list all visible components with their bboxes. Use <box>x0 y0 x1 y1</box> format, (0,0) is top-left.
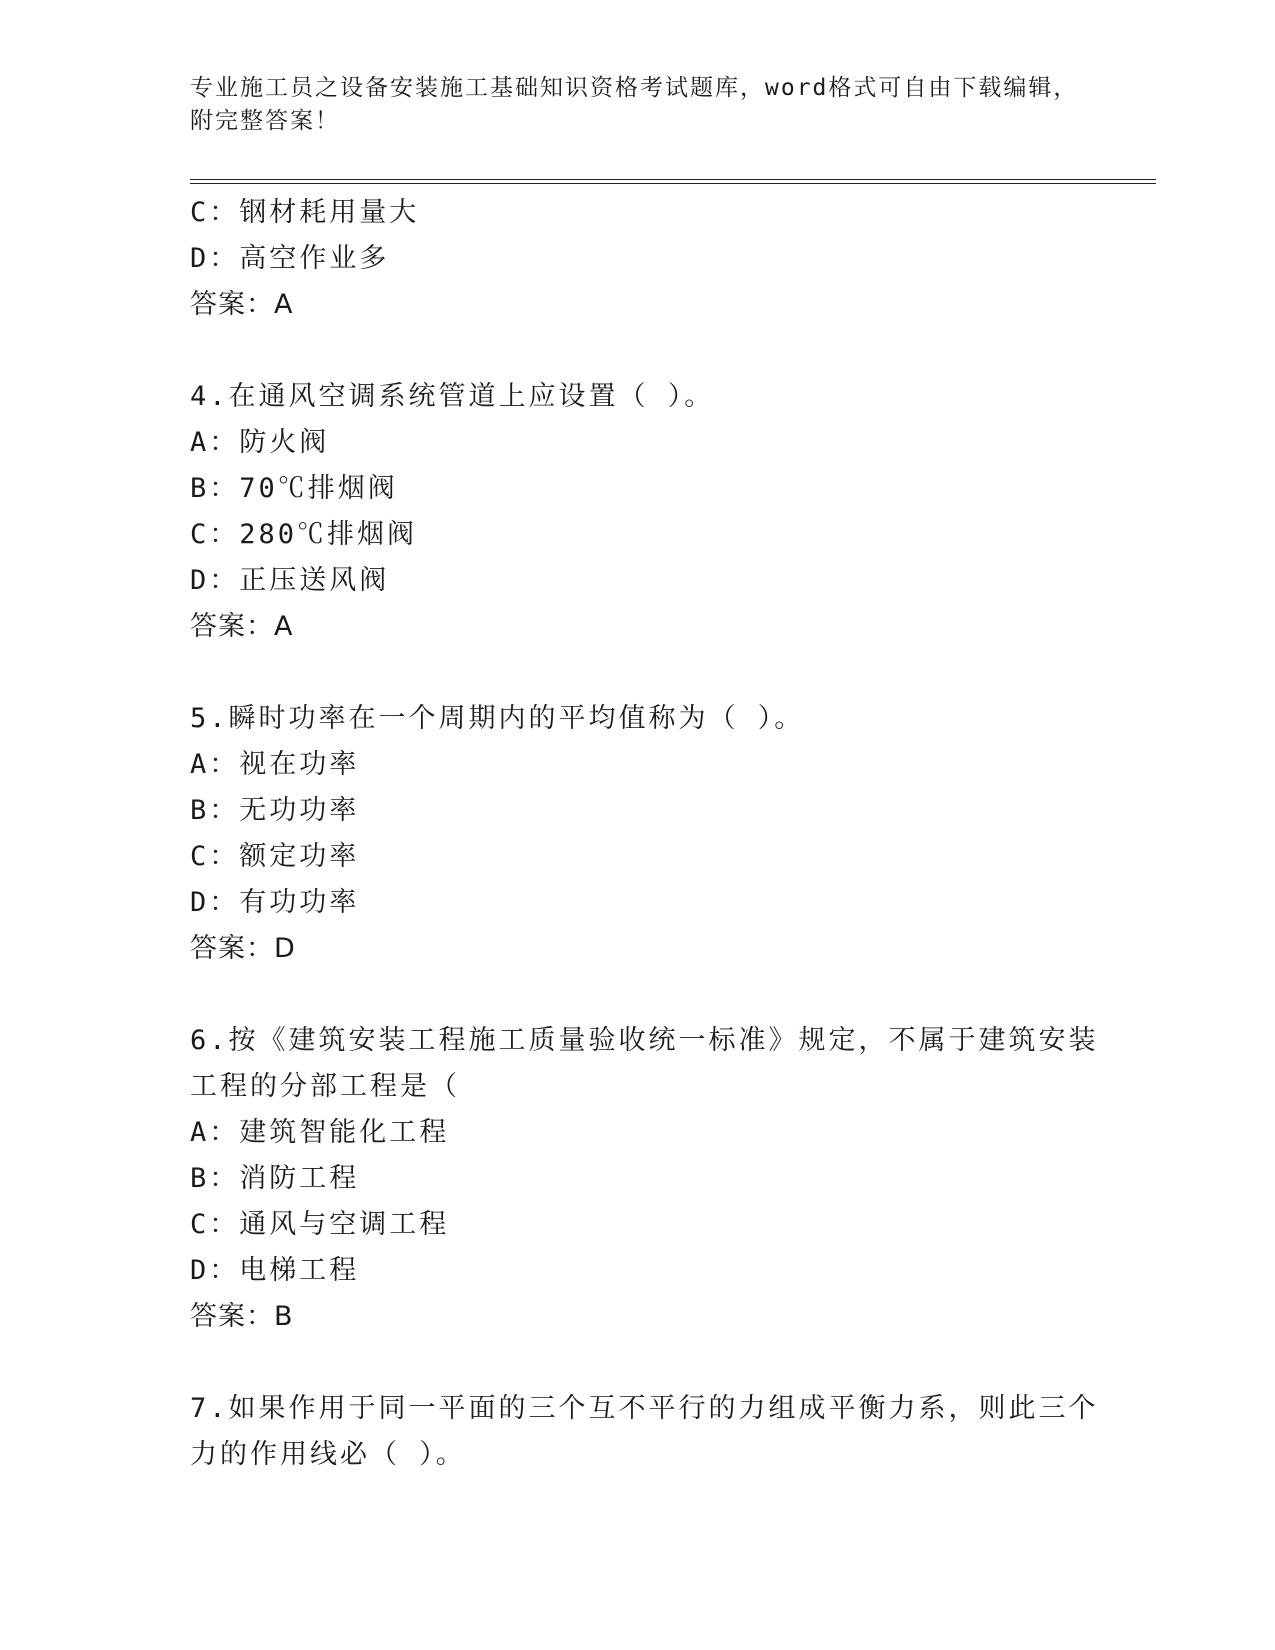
header-divider-top <box>190 179 1156 180</box>
answer-text: 答案：B <box>190 1301 294 1332</box>
option-b: B：70℃排烟阀 <box>190 473 398 504</box>
header-divider-bottom <box>190 183 1156 184</box>
header-line-1: 专业施工员之设备安装施工基础知识资格考试题库，word格式可自由下载编辑， <box>190 75 1079 101</box>
header-line-2: 附完整答案！ <box>190 108 340 134</box>
question-block-prev <box>190 190 1090 328</box>
question-stem-line-2: 工程的分部工程是（ <box>190 1071 460 1102</box>
option-c: C：额定功率 <box>190 841 360 872</box>
option-a: A：建筑智能化工程 <box>190 1117 450 1148</box>
document-header <box>190 72 1090 138</box>
question-5 <box>190 696 1090 972</box>
question-list <box>190 190 1099 1478</box>
answer-text: 答案：A <box>190 611 294 642</box>
option-d: D：电梯工程 <box>190 1255 360 1286</box>
option-c: C：通风与空调工程 <box>190 1209 450 1240</box>
question-stem: 4.在通风空调系统管道上应设置（ ）。 <box>190 381 715 412</box>
option-b: B：无功功率 <box>190 795 360 826</box>
option-a: A：防火阀 <box>190 427 330 458</box>
question-stem-line-2: 力的作用线必（ ）。 <box>190 1439 466 1470</box>
option-c: C：280℃排烟阀 <box>190 519 418 550</box>
question-stem-line-1: 7.如果作用于同一平面的三个互不平行的力组成平衡力系，则此三个 <box>190 1393 1099 1424</box>
option-c: C：钢材耗用量大 <box>190 197 420 228</box>
question-stem-line-1: 6.按《建筑安装工程施工质量验收统一标准》规定，不属于建筑安装 <box>190 1025 1099 1056</box>
option-d: D：有功功率 <box>190 887 360 918</box>
question-6 <box>190 1018 1099 1340</box>
option-a: A：视在功率 <box>190 749 360 780</box>
option-d: D：正压送风阀 <box>190 565 390 596</box>
answer-text: 答案：A <box>190 289 294 320</box>
answer-text: 答案：D <box>190 933 296 964</box>
option-b: B：消防工程 <box>190 1163 360 1194</box>
question-7 <box>190 1386 1099 1478</box>
question-4 <box>190 374 1090 650</box>
option-d: D：高空作业多 <box>190 243 390 274</box>
question-stem: 5.瞬时功率在一个周期内的平均值称为（ ）。 <box>190 703 805 734</box>
